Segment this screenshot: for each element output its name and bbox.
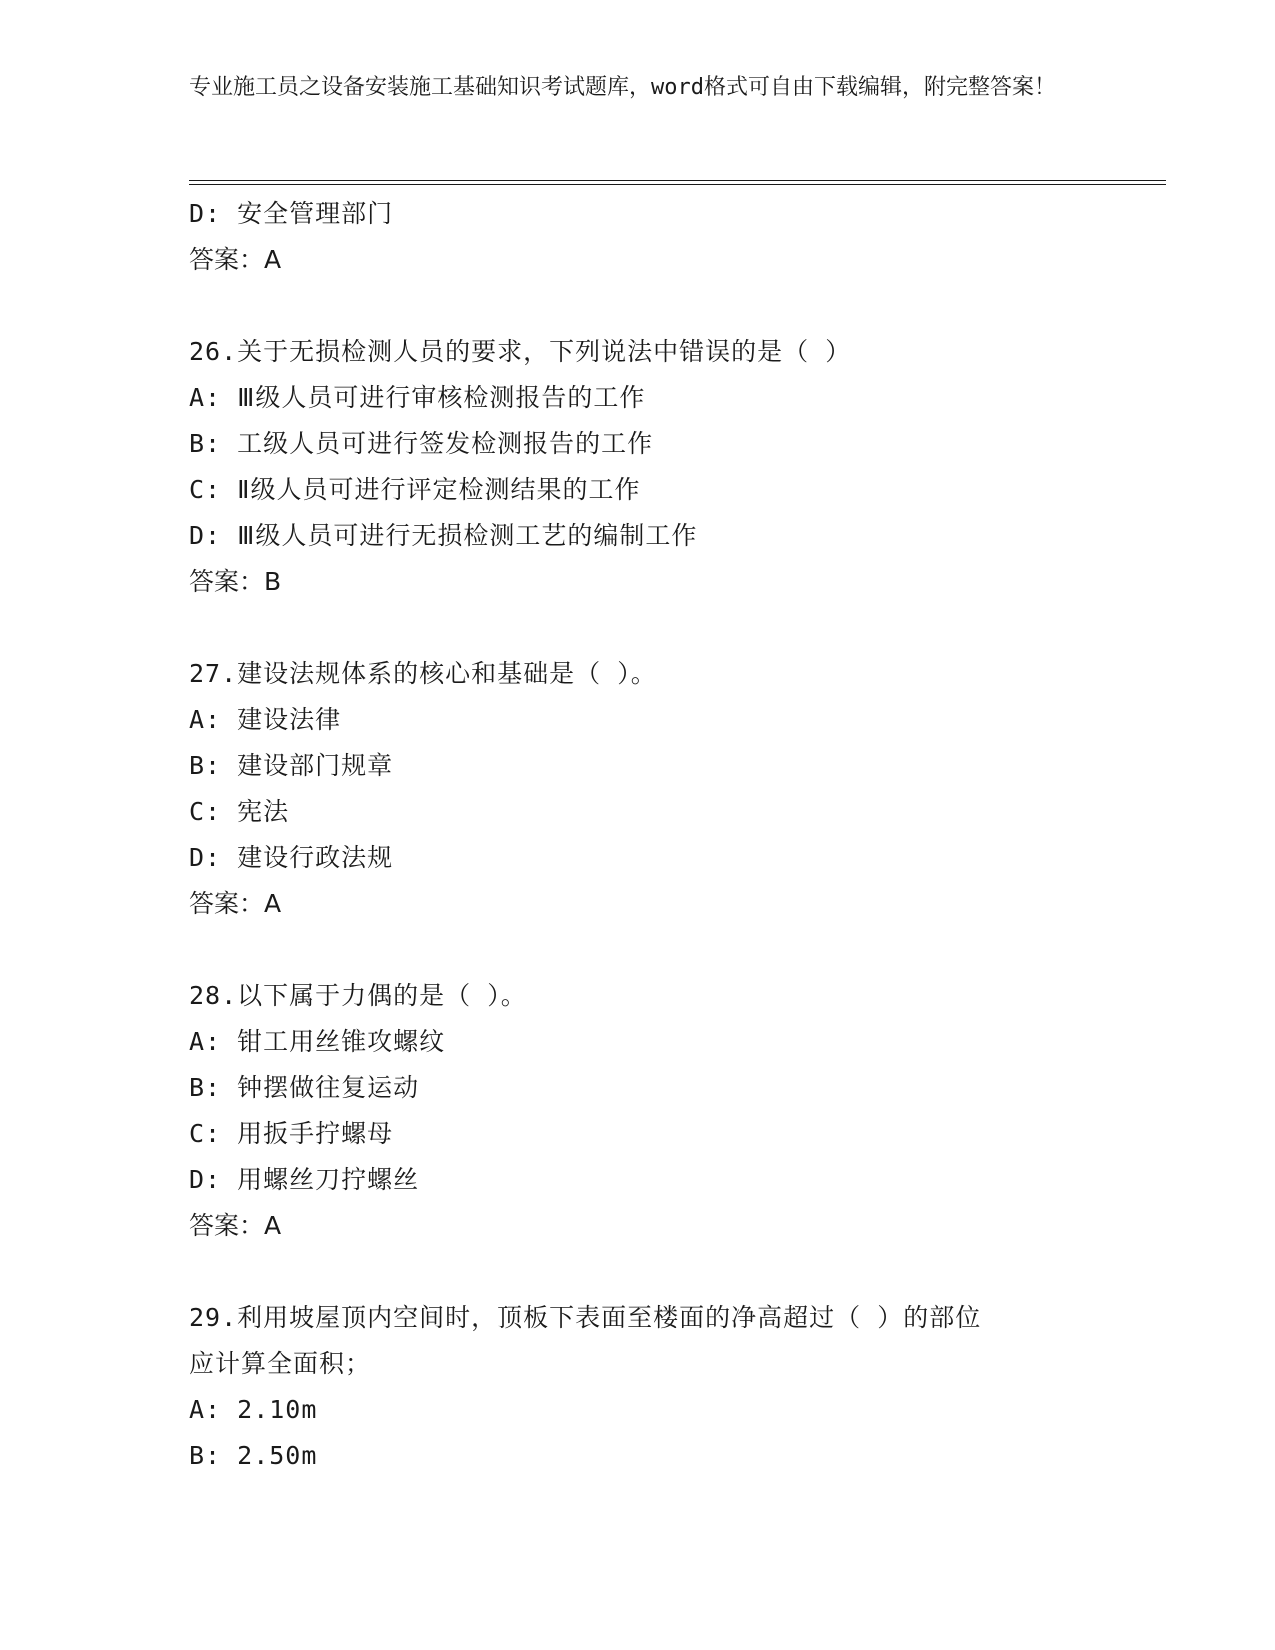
spacer (189, 1249, 1089, 1295)
option-d: D: Ⅲ级人员可进行无损检测工艺的编制工作 (189, 521, 698, 550)
spacer (189, 927, 1089, 973)
answer-line: 答案：A (189, 1211, 282, 1240)
question-stem: 26.关于无损检测人员的要求，下列说法中错误的是（ ） (189, 337, 852, 366)
option-b: B: 2.50m (189, 1441, 318, 1470)
spacer (189, 605, 1089, 651)
option-d: D: 用螺丝刀拧螺丝 (189, 1165, 420, 1194)
question-29 (189, 1295, 1089, 1479)
option-b: B: 工级人员可进行签发检测报告的工作 (189, 429, 654, 458)
question-28 (189, 973, 1089, 1249)
option-a: A: 钳工用丝锥攻螺纹 (189, 1027, 446, 1056)
question-27 (189, 651, 1089, 927)
answer-line: 答案：B (189, 567, 282, 596)
header-rule-top (189, 180, 1166, 181)
option-a: A: Ⅲ级人员可进行审核检测报告的工作 (189, 383, 646, 412)
document-header: 专业施工员之设备安装施工基础知识考试题库，word格式可自由下载编辑，附完整答案！ (189, 75, 1056, 100)
option-d: D: 安全管理部门 (189, 199, 394, 228)
answer-line: 答案：A (189, 889, 282, 918)
option-b: B: 建设部门规章 (189, 751, 394, 780)
question-stem-line-1: 29.利用坡屋顶内空间时，顶板下表面至楼面的净高超过（ ）的部位 (189, 1303, 982, 1332)
header-rule-bottom (189, 184, 1166, 185)
option-b: B: 钟摆做往复运动 (189, 1073, 420, 1102)
option-c: C: 宪法 (189, 797, 290, 826)
option-d: D: 建设行政法规 (189, 843, 394, 872)
question-list (189, 191, 1089, 1479)
question-stem-line-2: 应计算全面积； (189, 1349, 372, 1378)
question-stem: 27.建设法规体系的核心和基础是（ ）。 (189, 659, 657, 688)
option-c: C: 用扳手拧螺母 (189, 1119, 394, 1148)
option-c: C: Ⅱ级人员可进行评定检测结果的工作 (189, 475, 641, 504)
question-stem: 28.以下属于力偶的是（ ）。 (189, 981, 527, 1010)
spacer (189, 283, 1089, 329)
option-a: A: 建设法律 (189, 705, 342, 734)
answer-line: 答案：A (189, 245, 282, 274)
option-a: A: 2.10m (189, 1395, 318, 1424)
question-26 (189, 329, 1089, 605)
